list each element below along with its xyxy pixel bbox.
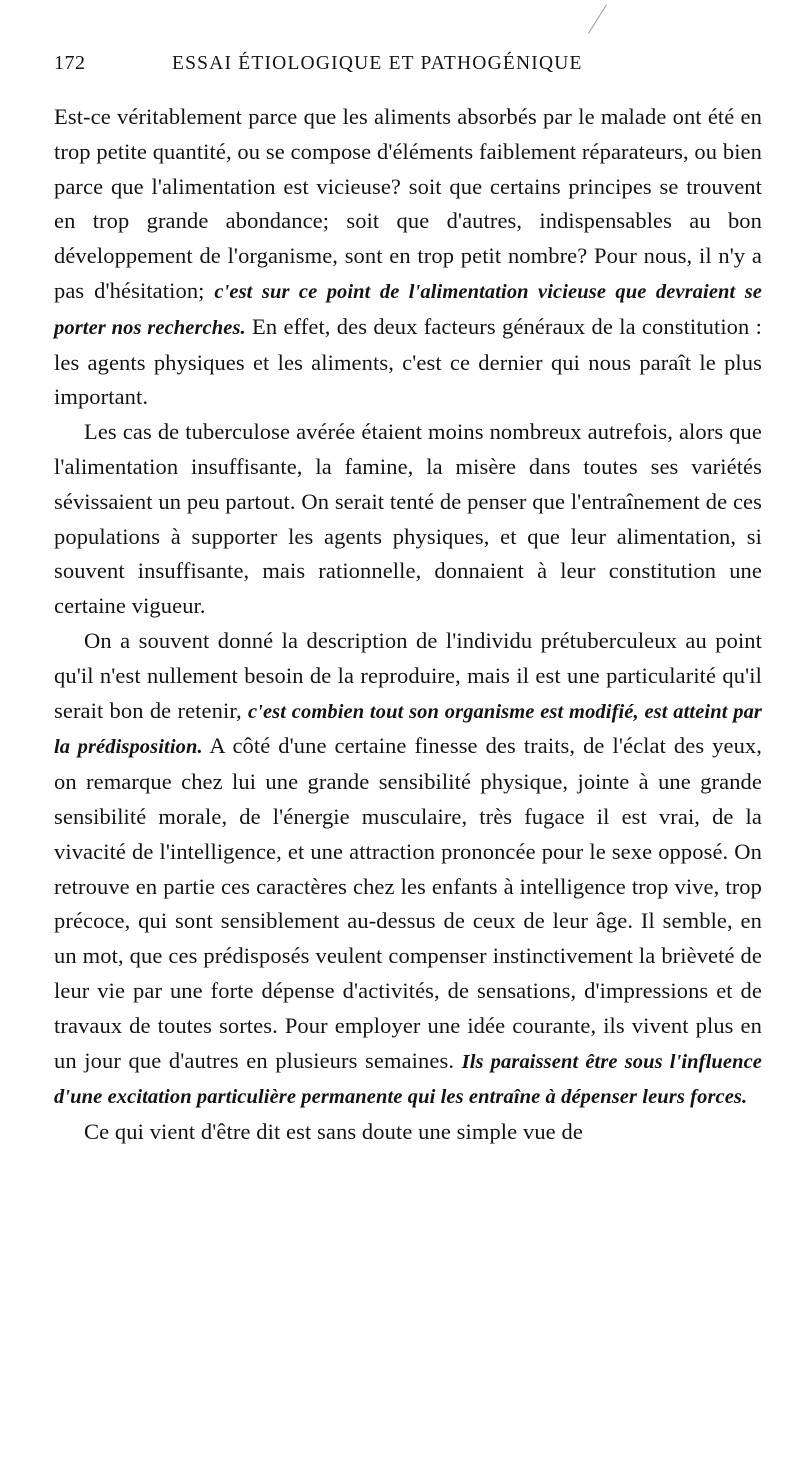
text-segment: En effet, des deux facteurs généraux de la constitution : les agents physiques et les aliments, c'est ce dernier qui nous paraît le plus important. — [54, 313, 762, 410]
scan-mark — [588, 4, 607, 33]
paragraph — [54, 100, 762, 415]
text-segment: Ce qui vient d'être dit est sans doute une simple vue de — [84, 1119, 583, 1145]
text-segment: A côté d'une certaine finesse des traits, de l'éclat des yeux, on remarque chez lui une grande sensibilité physique, jointe à une grande sensibilité morale, de l'énergie musculaire, très fugace il est vrai, de la vivacité de l'intelligence, et une attraction prononcée pour le sexe opposé. On retrouve en partie ces caractères chez les enfants à intelligence trop vive, trop précoce, qui sont sensiblement au-dessus de ceux de leur âge. Il semble, en un mot, que ces prédisposés veulent compenser instinctivement la brièveté de leur vie par une forte dépense d'activités, de sensations, d'impressions et de travaux de toutes sortes. Pour employer une idée courante, ils vivent plus en un jour que d'autres en plusieurs semaines. — [54, 733, 762, 1073]
italic-emphasis: c'est combien tout son organisme est modifié, est atteint par la prédisposition. — [54, 700, 762, 759]
paragraph — [54, 1115, 762, 1150]
text-segment: Les cas de tuberculose avérée étaient moins nombreux autrefois, alors que l'alimentation insuffisante, la famine, la misère dans toutes ses variétés sévissaient un peu partout. On serait tenté de penser que l'entraînement de ces populations à supporter les agents physiques, et que leur alimentation, si souvent insuffisante, mais rationnelle, donnaient à leur constitution une certaine vigueur. — [54, 419, 762, 619]
italic-emphasis: Ils paraissent être sous l'influence d'une excitation particulière permanente qui les entraîne à dépenser leurs forces. — [54, 1050, 762, 1109]
body-text — [54, 100, 762, 1150]
paragraph — [54, 415, 762, 624]
running-title: ESSAI ÉTIOLOGIQUE ET PATHOGÉNIQUE — [172, 53, 583, 74]
page-number: 172 — [54, 52, 86, 74]
text-segment: On a souvent donné la description de l'individu prétuberculeux au point qu'il n'est nullement besoin de la reproduire, mais il est une particularité qu'il serait bon de retenir, — [54, 627, 762, 723]
book-page — [54, 52, 762, 1150]
text-segment: Est-ce véritablement parce que les aliments absorbés par le malade ont été en trop petite quantité, ou se compose d'éléments faiblement réparateurs, ou bien parce que l'alimentation est vicieuse? soit que certains principes se trouvent en trop grande abondance; soit que d'autres, indispensables au bon développement de l'organisme, sont en trop petit nombre? Pour nous, il n'y a pas d'hésitation; — [54, 104, 762, 303]
running-head — [54, 52, 762, 92]
paragraph — [54, 624, 762, 1115]
italic-emphasis: c'est sur ce point de l'alimentation vicieuse que devraient se porter nos recherches. — [54, 280, 762, 339]
